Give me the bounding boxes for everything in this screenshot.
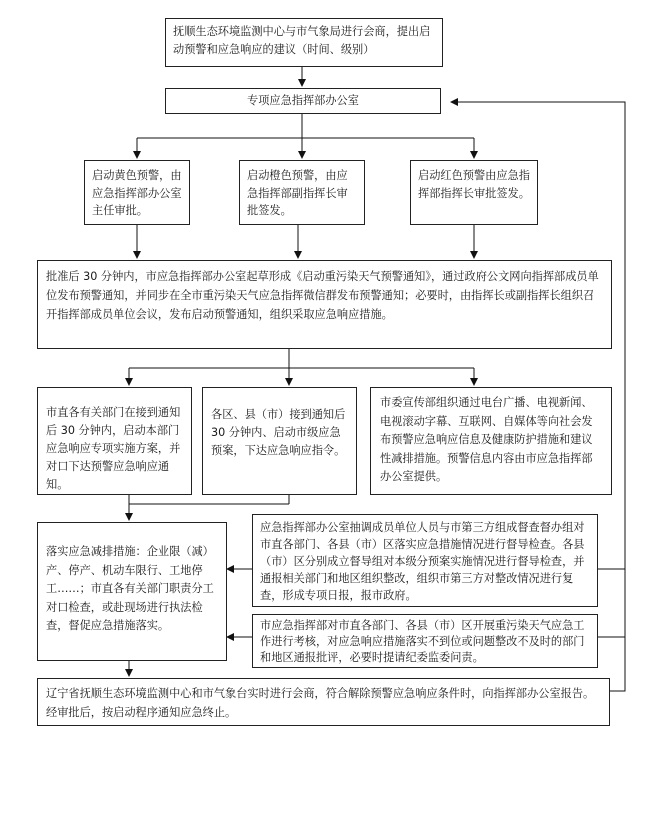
box-publicity: 市委宣传部组织通过电台广播、电视新闻、电视滚动字幕、互联网、自媒体等向社会发布预警应急响应信息及健康防护措施和建议性减排措施。预警信息内容由市应急指挥部办公室提供。 <box>370 387 612 495</box>
box-implement-measures: 落实应急减排措施：企业限（减）产、停产、机动车限行、工地停工……；市直各有关部门职责分工对口检查，或赴现场进行执法检查，督促应急措施落实。 <box>37 522 227 661</box>
box-terminate: 辽宁省抚顺生态环境监测中心和市气象台实时进行会商，符合解除预警应急响应条件时，向指挥部办公室报告。经审批后，按启动程序通知应急终止。 <box>37 678 610 726</box>
box-orange-warning: 启动橙色预警，由应急指挥部副指挥长审批签发。 <box>239 160 365 225</box>
box-assessment: 市应急指挥部对市直各部门、各县（市）区开展重污染天气应急工作进行考核，对应急响应措施落实不到位或问题整改不及时的部门和地区通报批评，必要时提请纪委监委问责。 <box>252 614 598 668</box>
box-office: 专项应急指挥部办公室 <box>165 88 441 114</box>
box-supervision: 应急指挥部办公室抽调成员单位人员与市第三方组成督查督办组对市直各部门、各县（市）区落实应急措施情况进行督导检查。各县（市）区分别成立督导组对本级分预案实施情况进行督导检查，并通报相关部门和地区组织整改，组织市第三方对整改情况进行复查，形成专项日报，报市政府。 <box>252 514 598 607</box>
box-red-warning: 启动红色预警由应急指挥部指挥长审批签发。 <box>410 160 538 225</box>
box-yellow-warning: 启动黄色预警，由应急指挥部办公室主任审批。 <box>84 160 190 225</box>
box-draft-notice: 批准后 30 分钟内，市应急指挥部办公室起草形成《启动重污染天气预警通知》，通过政府公文网向指挥部成员单位发布预警通知，并同步在全市重污染天气应急指挥微信群发布预警通知；必要时，由指挥长或副指挥长组织召开指挥部成员单位会议，发布启动预警通知，组织采取应急响应措施。 <box>37 260 612 349</box>
box-districts: 各区、县（市）接到通知后 30 分钟内、启动市级应急预案，下达应急响应指令。 <box>202 387 357 495</box>
box-city-departments: 市直各有关部门在接到通知后 30 分钟内，启动本部门应急响应专项实施方案，并对口下达预警应急响应通知。 <box>37 387 192 495</box>
box-consult: 抚顺生态环境监测中心与市气象局进行会商，提出启动预警和应急响应的建议（时间、级别） <box>165 18 443 67</box>
